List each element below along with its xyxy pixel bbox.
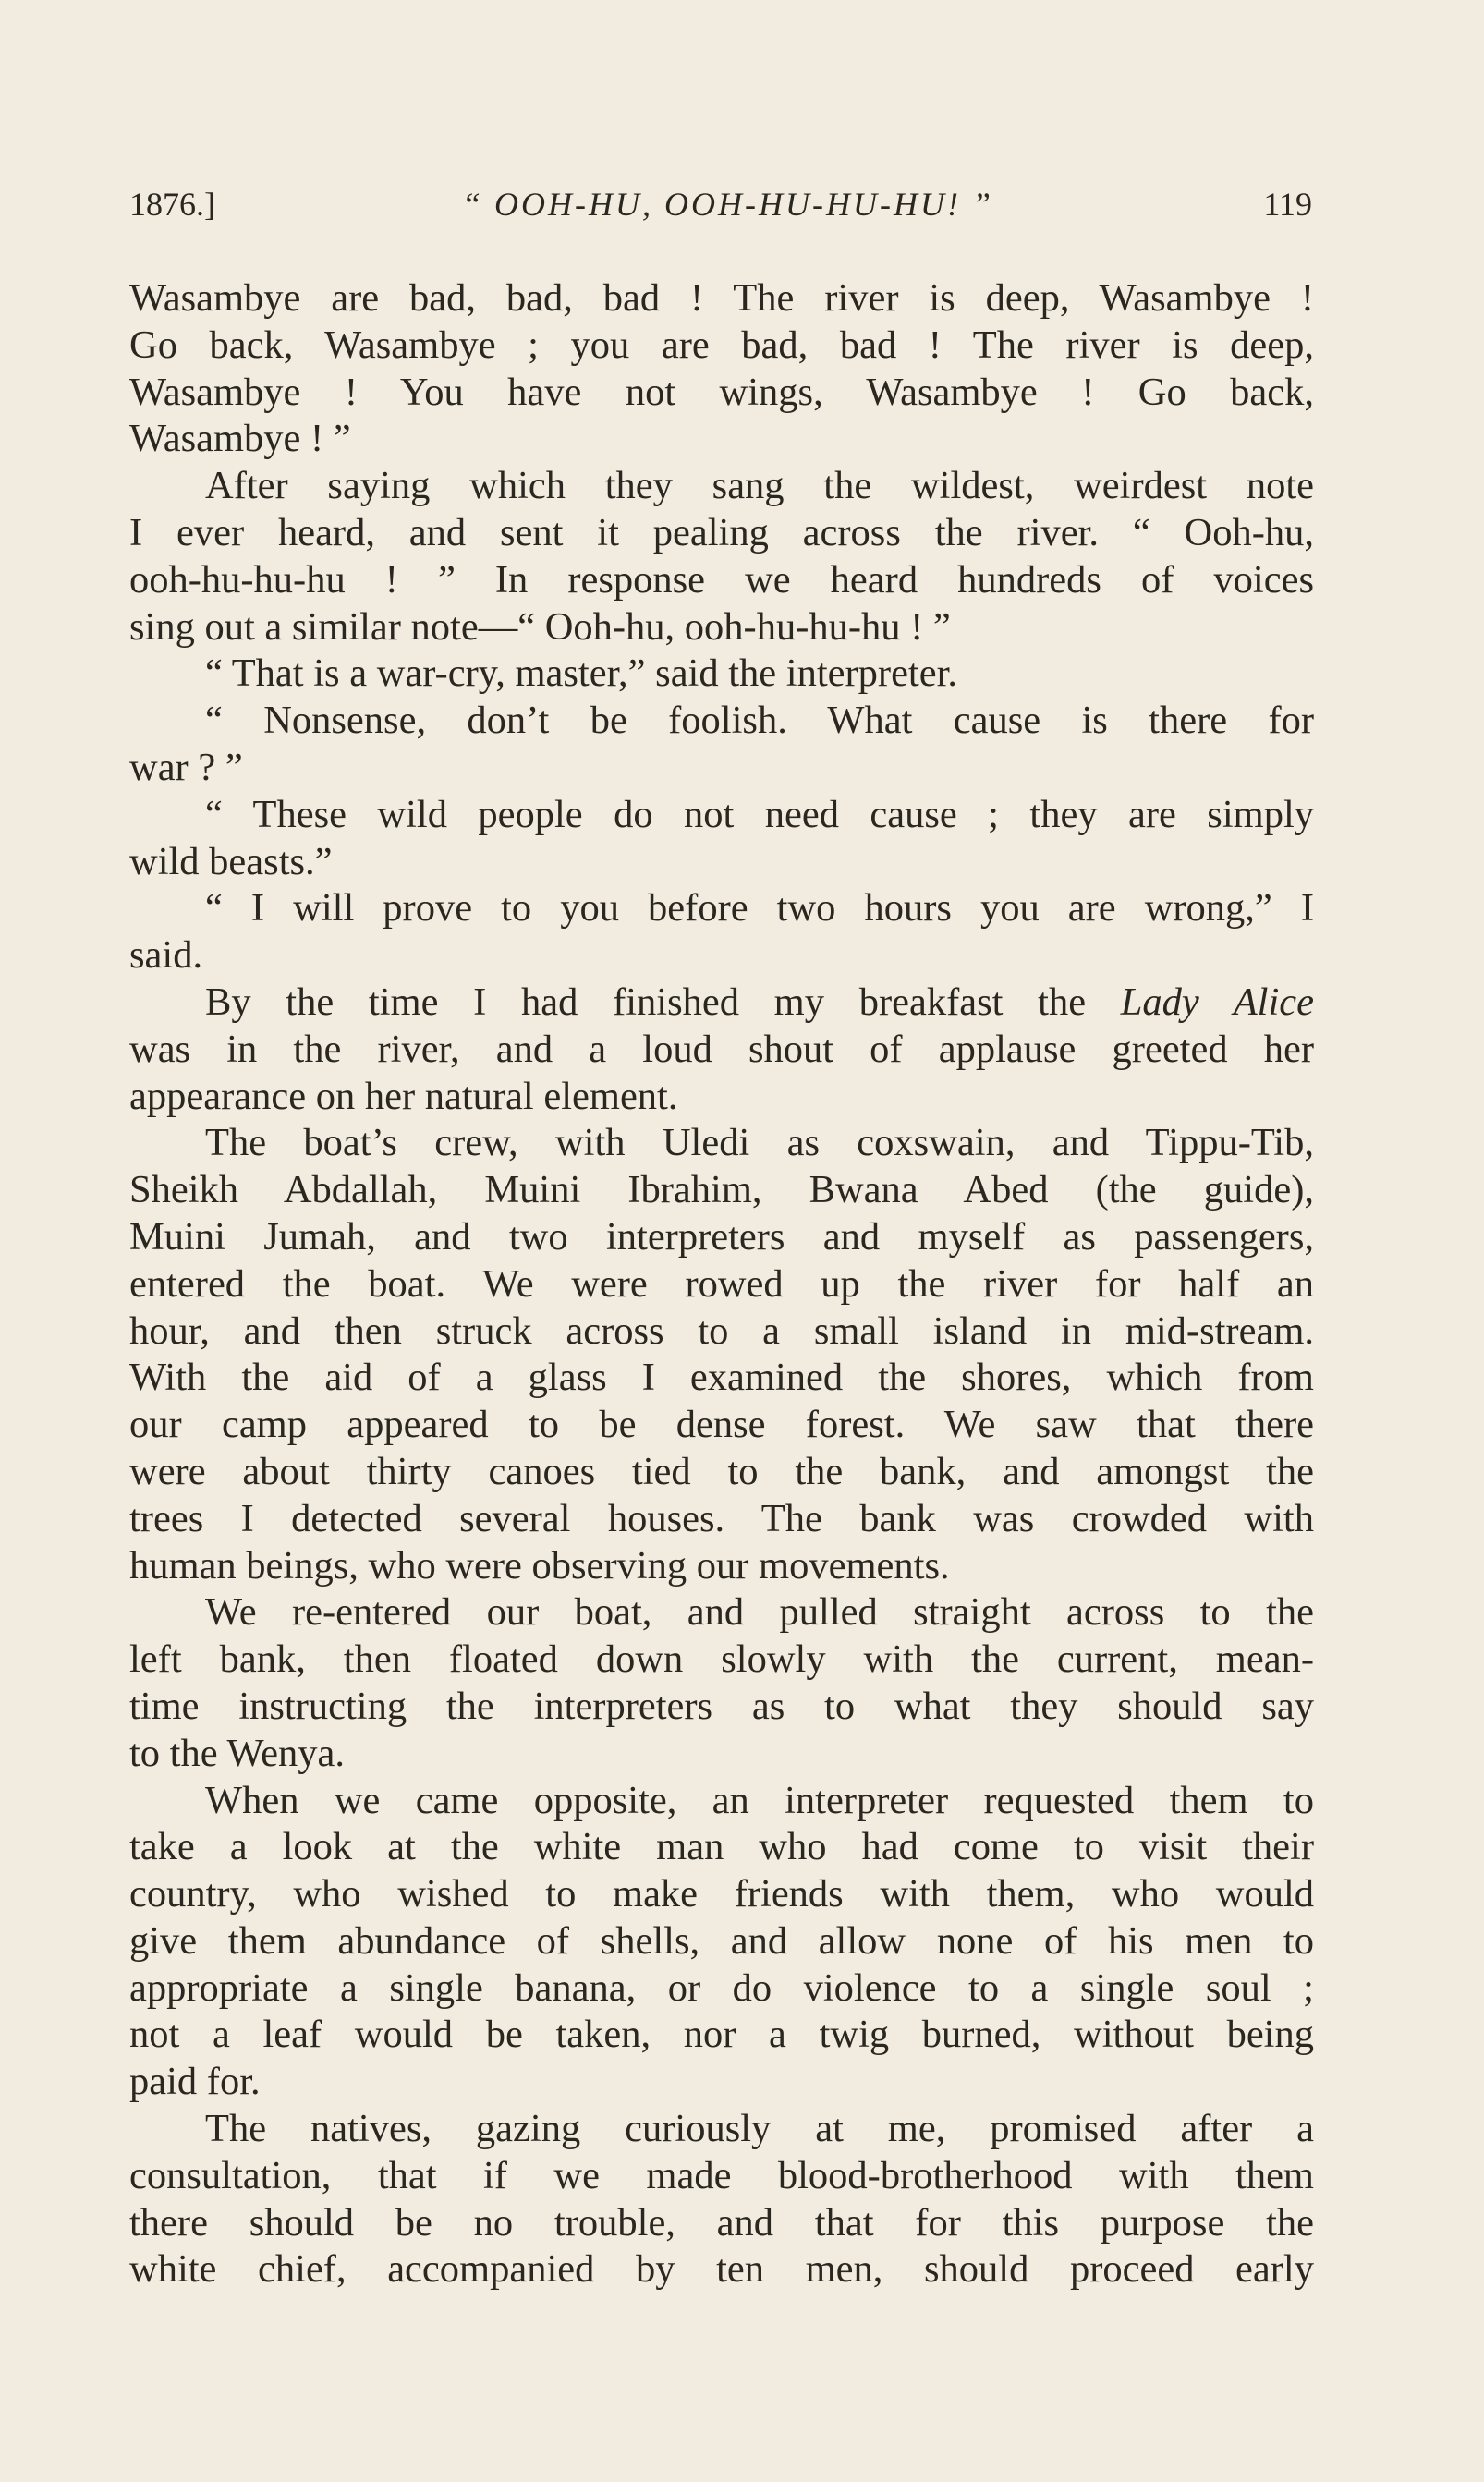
- text-line: Wasambye ! You have not wings, Wasambye ! Go back,: [129, 370, 1314, 414]
- text-line: there should be no trouble, and that for this purpose the: [129, 2200, 1314, 2245]
- text-line: Sheikh Abdallah, Muini Ibrahim, Bwana Abed (the guide),: [129, 1168, 1314, 1212]
- text-line: said.: [129, 933, 203, 978]
- text-line: hour, and then struck across to a small island in mid-stream.: [129, 1308, 1314, 1353]
- text-line: “ These wild people do not need cause ; they are simply: [205, 792, 1314, 836]
- text-line: sing out a similar note—“ Ooh-hu, ooh-hu-hu-hu ! ”: [129, 604, 951, 649]
- text-line: “ That is a war-cry, master,” said the interpreter.: [205, 651, 958, 696]
- text-line: take a look at the white man who had come to visit their: [129, 1825, 1314, 1869]
- text-line: were about thirty canoes tied to the bank, and amongst the: [129, 1449, 1314, 1493]
- text-line: our camp appeared to be dense forest. We saw that there: [129, 1403, 1314, 1447]
- running-header: [129, 185, 1312, 240]
- text-line: By the time I had finished my breakfast the Lady Alice: [205, 979, 1314, 1024]
- page-number: 119: [1263, 186, 1312, 223]
- text-line: trees I detected several houses. The bank was crowded with: [129, 1496, 1314, 1540]
- text-line: wild beasts.”: [129, 839, 333, 883]
- text-line: country, who wished to make friends with them, who would: [129, 1872, 1314, 1916]
- header-year: 1876.]: [129, 186, 215, 223]
- text-line: entered the boat. We were rowed up the river for half an: [129, 1261, 1314, 1306]
- text-line: appropriate a single banana, or do violence to a single soul ;: [129, 1965, 1314, 2010]
- text-line: not a leaf would be taken, nor a twig burned, without being: [129, 2013, 1314, 2057]
- text-line: I ever heard, and sent it pealing across the river. “ Ooh-hu,: [129, 510, 1314, 554]
- text-line: “ Nonsense, don’t be foolish. What cause is there for: [205, 699, 1314, 743]
- text-line: to the Wenya.: [129, 1731, 346, 1775]
- running-title: “ OOH-HU, OOH-HU-HU-HU! ”: [462, 186, 993, 223]
- text-line: Go back, Wasambye ; you are bad, bad ! The river is deep,: [129, 322, 1314, 367]
- text-line: human beings, who were observing our movements.: [129, 1543, 950, 1588]
- body-text: [129, 275, 1314, 2293]
- text-line: Muini Jumah, and two interpreters and myself as passengers,: [129, 1214, 1314, 1259]
- text-line: time instructing the interpreters as to what they should say: [129, 1684, 1314, 1728]
- text-line: The boat’s crew, with Uledi as coxswain, and Tippu-Tib,: [205, 1121, 1314, 1165]
- text-line: left bank, then floated down slowly with the current, mean-: [129, 1637, 1314, 1682]
- text-line: Wasambye are bad, bad, bad ! The river is deep, Wasambye !: [129, 276, 1314, 320]
- text-line: consultation, that if we made blood-brotherhood with them: [129, 2153, 1314, 2197]
- text-line: was in the river, and a loud shout of applause greeted her: [129, 1027, 1314, 1071]
- text-line: paid for.: [129, 2060, 261, 2104]
- text-line: white chief, accompanied by ten men, should proceed early: [129, 2247, 1314, 2292]
- text-line: After saying which they sang the wildest, weirdest note: [205, 464, 1314, 508]
- boat-name: Lady Alice: [1120, 979, 1314, 1024]
- text-line: war ? ”: [129, 745, 243, 789]
- text-line: The natives, gazing curiously at me, promised after a: [205, 2107, 1314, 2151]
- text-line: “ I will prove to you before two hours you are wrong,” I: [205, 886, 1314, 931]
- text-line: When we came opposite, an interpreter requested them to: [205, 1778, 1314, 1822]
- text-line: We re-entered our boat, and pulled straight across to the: [205, 1590, 1314, 1635]
- text-line: give them abundance of shells, and allow none of his men to: [129, 1918, 1314, 1963]
- text-line: With the aid of a glass I examined the shores, which from: [129, 1356, 1314, 1400]
- text-line: ooh-hu-hu-hu ! ” In response we heard hundreds of voices: [129, 557, 1314, 602]
- text-line: appearance on her natural element.: [129, 1074, 678, 1118]
- text-line: Wasambye ! ”: [129, 417, 351, 461]
